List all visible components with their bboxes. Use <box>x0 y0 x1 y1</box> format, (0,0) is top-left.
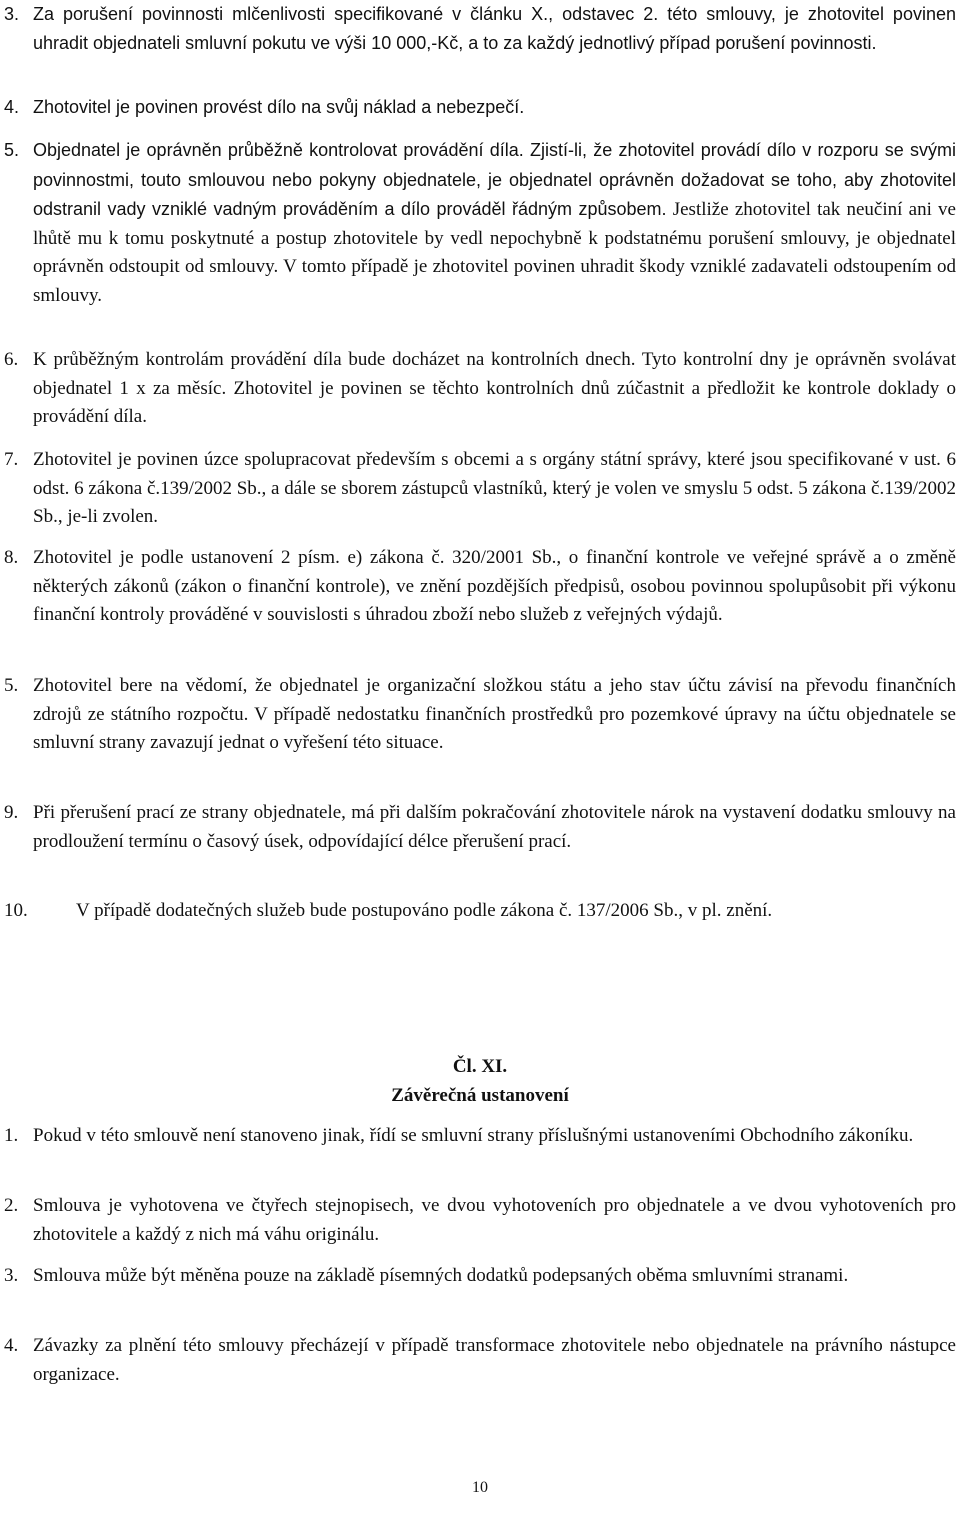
final-clause-1 <box>4 1122 956 1151</box>
clause-number: 2. <box>4 1195 19 1216</box>
clause-text: V případě dodatečných služeb bude postupováno podle zákona č. 137/2006 Sb., v pl. znění. <box>76 900 773 921</box>
clause-number: 4. <box>4 97 20 117</box>
clause-8 <box>4 544 956 630</box>
clause-10 <box>4 897 956 926</box>
clause-text-lead: Objednatel je oprávněn průběžně kontrolovat provádění díla. <box>33 140 524 160</box>
clause-5-funding <box>4 672 956 758</box>
clause-number: 4. <box>4 1335 19 1356</box>
clause-number: 9. <box>4 802 19 823</box>
clause-number: 8. <box>4 547 19 568</box>
page-number: 10 <box>472 1479 488 1496</box>
clause-5-control <box>4 136 956 311</box>
clause-number: 3. <box>4 1265 19 1286</box>
clause-text: Smlouva je vyhotovena ve čtyřech stejnopisech, ve dvou vyhotoveních pro objednatele a ve dvou vyhotoveních pro zhotovitele a každý z nich má váhu originálu. <box>33 1195 956 1245</box>
clause-number: 6. <box>4 349 19 370</box>
clause-number: 1. <box>4 1125 19 1146</box>
clause-text: K průběžným kontrolám provádění díla bude docházet na kontrolních dnech. Tyto kontrolní dny je oprávněn svolávat objednatel 1 x za měsíc. Zhotovitel je povinen se těchto kontrolních dnů zúčastnit a předložit ke kontrole doklady o provádění díla. <box>33 349 956 428</box>
final-clause-4 <box>4 1332 956 1389</box>
clause-text: Smlouva může být měněna pouze na základě písemných dodatků podepsaných oběma smluvními stranami. <box>33 1265 849 1286</box>
clause-4 <box>4 93 956 122</box>
clause-text: Zhotovitel bere na vědomí, že objednatel je organizační složkou státu a jeho stav účtu závisí na převodu finančních zdrojů ze státního rozpočtu. V případě nedostatku finančních prostředků pro pozemkové úpravy na účtu objednatele se smluvní strany zavazují jednat o vyřešení této situace. <box>33 675 956 754</box>
clause-number: 3. <box>4 4 20 24</box>
section-heading: Čl. XI. <box>452 1056 508 1077</box>
clause-number: 5. <box>4 140 20 160</box>
clause-3 <box>4 0 956 57</box>
clause-text: Při přerušení prací ze strany objednatele, má při dalším pokračování zhotovitele nárok na vystavení dodatku smlouvy na prodloužení termínu o časový úsek, odpovídající délce přerušení prací. <box>33 802 956 852</box>
final-clause-2 <box>4 1192 956 1249</box>
clause-number: 5. <box>4 675 19 696</box>
clause-text: Zhotovitel je povinen provést dílo na svůj náklad a nebezpečí. <box>33 97 525 117</box>
clause-text: Závazky za plnění této smlouvy přecházejí v případě transformace zhotovitele nebo objednatele na právního nástupce organizace. <box>33 1335 956 1385</box>
clause-text: Pokud v této smlouvě není stanoveno jinak, řídí se smluvní strany příslušnými ustanoveními Obchodního zákoníku. <box>33 1125 914 1146</box>
clause-7 <box>4 446 956 532</box>
clause-text: Zhotovitel je podle ustanovení 2 písm. e) zákona č. 320/2001 Sb., o finanční kontrole ve veřejné správě a o změně některých zákonů (zákon o finanční kontrole), ve znění pozdějších předpisů, osobou povinnou spolupůsobit při výkonu finanční kontroly prováděné v souvislosti s úhradou zboží nebo služeb z veřejných výdajů. <box>33 547 956 626</box>
final-clause-3 <box>4 1262 956 1291</box>
clause-text: Zjistí-li, že zhotovitel provádí dílo v rozporu se svými povinnostmi, touto smlouvou nebo pokyny objednatele, je objednatel oprávněn dožadovat se toho, aby zhotovitel odstranil vady vzniklé vadným prováděním a dílo prováděl řádným způsobem. <box>33 140 956 220</box>
clause-number: 7. <box>4 449 19 470</box>
clause-text: Za porušení povinnosti mlčenlivosti specifikované v článku X., odstavec 2. této smlouvy, je zhotovitel povinen uhradit objednateli smluvní pokutu ve výši 10 000,-Kč, a to za každý jednotlivý případ porušení povinnosti. <box>33 4 956 53</box>
clause-text-continued: Jestliže zhotovitel tak neučiní ani ve lhůtě mu k tomu poskytnuté a postup zhotovitele by vedl nepochybně k podstatnému porušení smlouvy, je objednatel oprávněn odstoupit od smlouvy. V tomto případě je zhotovitel povinen uhradit škody vzniklé zadavateli odstoupením od smlouvy. <box>33 199 956 306</box>
clause-text: Zhotovitel je povinen úzce spolupracovat především s obcemi a s orgány státní správy, které jsou specifikované v ust. 6 odst. 6 zákona č.139/2002 Sb., a dále se sborem zástupců vlastníků, který je volen ve smyslu 5 odst. 5 zákona č.139/2002 Sb., je-li zvolen. <box>33 449 956 528</box>
clause-number: 10. <box>4 900 28 921</box>
clause-9 <box>4 799 956 856</box>
clause-6 <box>4 346 956 432</box>
section-subheading: Závěrečná ustanovení <box>391 1085 569 1106</box>
